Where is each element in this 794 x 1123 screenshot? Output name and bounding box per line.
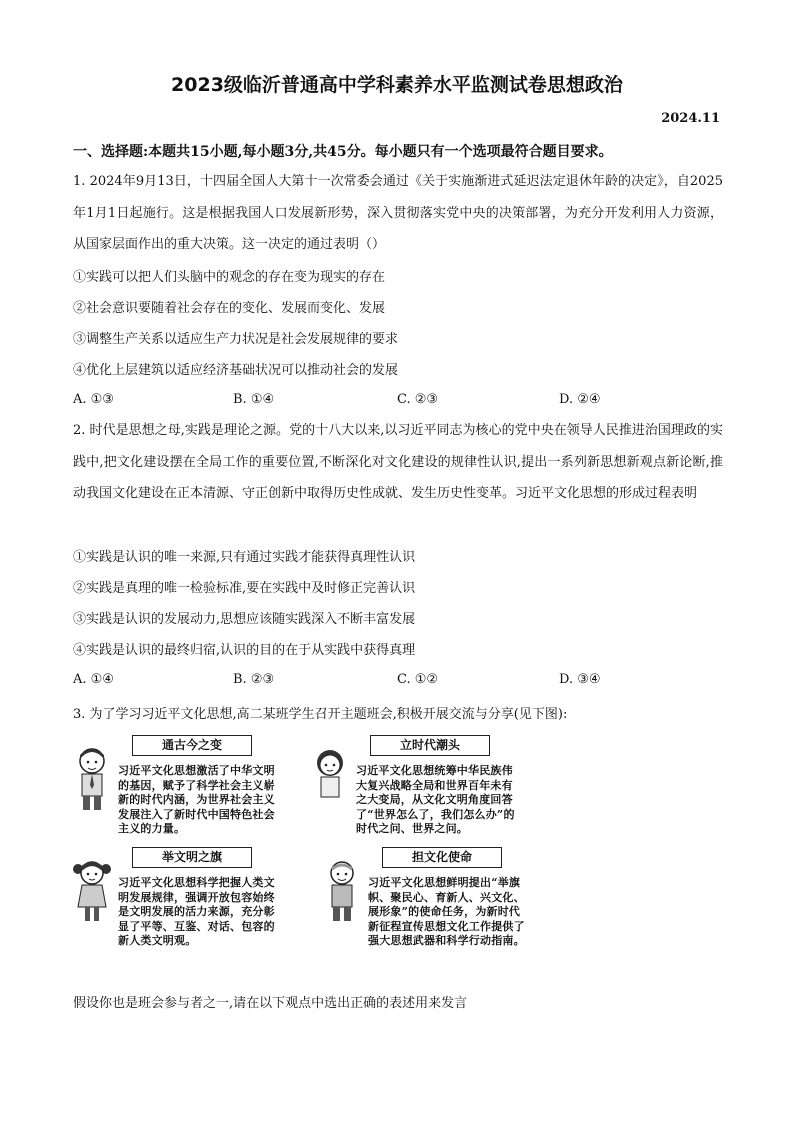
elder-avatar-icon — [320, 857, 364, 927]
option-a[interactable]: A. ①④ — [73, 672, 114, 687]
option-d[interactable]: D. ②④ — [559, 392, 601, 407]
question-1-stem: 1. 2024年9月13日，十四届全国人大第十一次常委会通过《关于实施渐进式延迟法定退休年龄的决定》，自2025年1月1日起施行。这是根据我国人口发展新形势，深入贯彻落实党中央的决策部署，为充分开发利用人力资源，从国家层面作出的重大决策。这一决定的通过表明（） — [73, 174, 723, 252]
option-c[interactable]: C. ①② — [397, 672, 439, 687]
option-c[interactable]: C. ②③ — [397, 392, 439, 407]
option-d[interactable]: D. ③④ — [559, 672, 601, 687]
card-text: 习近平文化思想鲜明提出“举旗帜、聚民心、育新人、兴文化、展形象”的使命任务，为新时代新征程宣传思想文化工作提供了强大思想武器和科学行动指南。 — [368, 876, 525, 947]
card-text: 习近平文化思想激活了中华文明的基因，赋予了科学社会主义崭新的时代内涵，为世界社会主义发展注入了新时代中国特色社会主义的力量。 — [118, 764, 275, 835]
class-meeting-figure — [70, 735, 535, 953]
card-gu-jin — [70, 735, 275, 845]
question-1-statement: ④优化上层建筑以适应经济基础状况可以推动社会的发展 — [73, 363, 399, 378]
card-wen-ming — [70, 847, 275, 953]
question-2-statement: ④实践是认识的最终归宿,认识的目的在于从实践中获得真理 — [73, 643, 416, 658]
question-2-statement: ②实践是真理的唯一检验标准,要在实践中及时修正完善认识 — [73, 581, 416, 596]
question-3-stem: 3. 为了学习习近平文化思想,高二某班学生召开主题班会,积极开展交流与分享(见下图): — [73, 707, 568, 722]
card-shi-dai — [308, 735, 513, 845]
card-heading: 举文明之旗 — [132, 847, 252, 868]
card-text: 习近平文化思想科学把握人类文明发展规律，强调开放包容始终是文明发展的活力来源，充分彰显了平等、互鉴、对话、包容的新人类文明观。 — [118, 876, 275, 947]
girl-pigtails-avatar-icon — [70, 857, 114, 927]
question-2-stem: 2. 时代是思想之母,实践是理论之源。党的十八大以来,以习近平同志为核心的党中央在领导人民推进治国理政的实践中,把文化建设摆在全局工作的重要位置,不断深化对文化建设的规律性认识,提出一系列新思想新观点新论断,推动我国文化建设在正本清源、守正创新中取得历史性成就、发生历史性变革。习近平文化思想的形成过程表明 — [73, 423, 723, 501]
question-1-statement: ②社会意识要随着社会存在的变化、发展而变化、发展 — [73, 301, 386, 316]
question-1-statement: ①实践可以把人们头脑中的观念的存在变为现实的存在 — [73, 270, 386, 285]
card-heading: 担文化使命 — [382, 847, 502, 868]
question-3-tail: 假设你也是班会参与者之一,请在以下观点中选出正确的表述用来发言 — [73, 996, 468, 1011]
girl-avatar-icon — [308, 745, 352, 815]
question-2-statement: ③实践是认识的发展动力,思想应该随实践深入不断丰富发展 — [73, 612, 416, 627]
question-2-statement: ①实践是认识的唯一来源,只有通过实践才能获得真理性认识 — [73, 550, 416, 565]
option-a[interactable]: A. ①③ — [73, 392, 114, 407]
page-title: 2023级临沂普通高中学科素养水平监测试卷思想政治 — [171, 74, 623, 96]
option-b[interactable]: B. ①④ — [233, 392, 275, 407]
question-1-statement: ③调整生产关系以适应生产力状况是社会发展规律的要求 — [73, 332, 399, 347]
card-shi-ming — [320, 847, 525, 953]
card-heading: 立时代潮头 — [370, 735, 490, 756]
section-heading: 一、选择题:本题共15小题,每小题3分,共45分。每小题只有一个选项最符合题目要求。 — [73, 144, 613, 160]
option-b[interactable]: B. ②③ — [233, 672, 275, 687]
exam-date: 2024.11 — [661, 111, 720, 126]
card-heading: 通古今之变 — [132, 735, 252, 756]
boy-avatar-icon — [70, 745, 114, 815]
card-text: 习近平文化思想统筹中华民族伟大复兴战略全局和世界百年未有之大变局，从文化文明角度回答了“世界怎么了，我们怎么办”的时代之问、世界之问。 — [356, 764, 515, 835]
